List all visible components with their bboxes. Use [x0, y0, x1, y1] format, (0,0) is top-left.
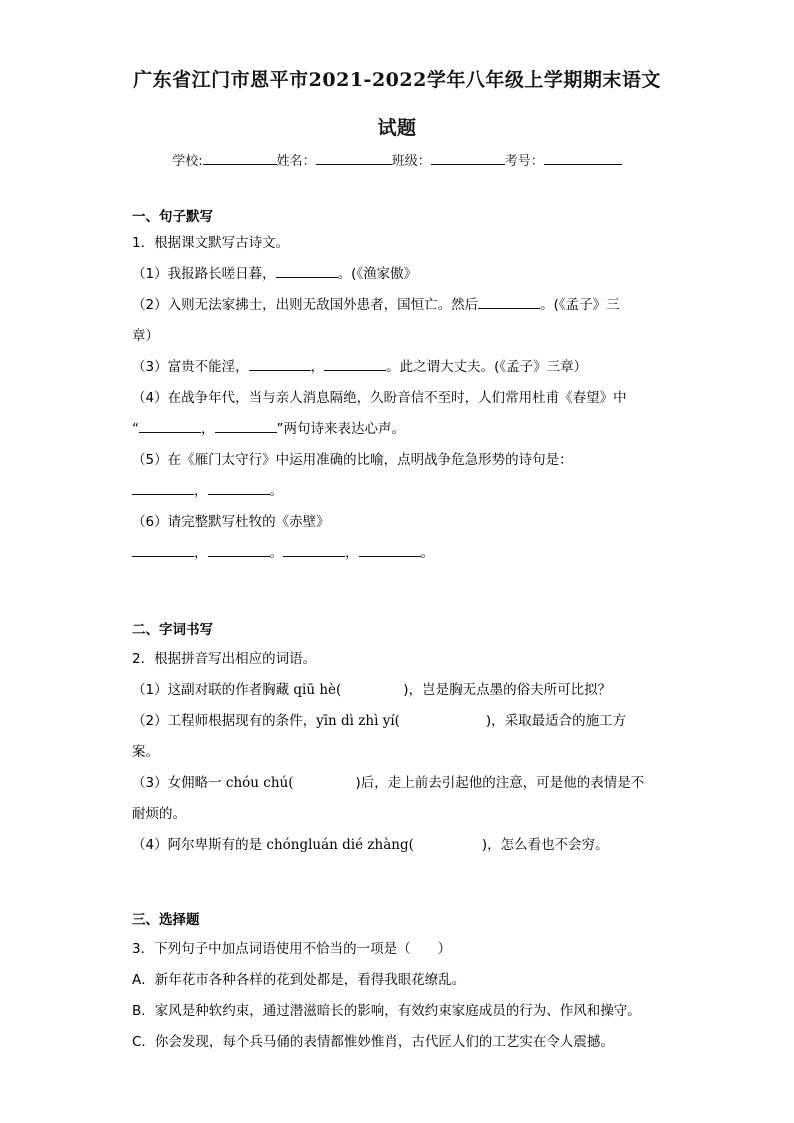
- exam-no-blank[interactable]: [544, 150, 622, 165]
- q2-item-4: [132, 830, 672, 861]
- school-blank[interactable]: [203, 150, 277, 165]
- question-1-stem: 1．根据课文默写古诗文。: [132, 235, 290, 251]
- document-title-line1: 广东省江门市恩平市2021-2022学年八年级上学期期末语文: [133, 69, 661, 91]
- q1-item-1-text: （1）我报路长嗟日暮，: [132, 266, 276, 282]
- q2-item-2-cont: 案。: [132, 744, 159, 760]
- period: 。: [269, 483, 283, 499]
- q1-item-5-cont: [132, 476, 672, 507]
- section1-title: 一、句子默写: [132, 209, 213, 225]
- q2-item-1-tail: )，岂是胸无点墨的俗夫所可比拟？: [403, 682, 612, 698]
- q1-item-3-text: （3）富贵不能淫，: [132, 359, 249, 375]
- q2-item-3: [132, 768, 672, 799]
- q1-item-2: [132, 290, 672, 321]
- q2-item-3-text: （3）女佣略一: [132, 775, 222, 791]
- section3-body: [132, 934, 672, 1058]
- answer-blank[interactable]: [249, 356, 311, 371]
- period: 。: [269, 545, 283, 561]
- q1-item-6: （6）请完整默写杜牧的《赤壁》: [132, 514, 330, 530]
- q1-item-6-cont: [132, 538, 672, 569]
- comma: ，: [201, 421, 215, 437]
- pinyin: qiū hè(: [293, 682, 342, 698]
- section1-body: [132, 228, 672, 569]
- option-c[interactable]: C．你会发现，每个兵马俑的表情都惟妙惟肖，古代匠人们的工艺实在令人震撼。: [132, 1034, 614, 1050]
- comma: ，: [345, 545, 359, 561]
- q2-item-2-tail: )，采取最适合的施工方: [485, 713, 627, 729]
- exam-no-label: 考号：: [504, 154, 544, 169]
- q2-item-2: [132, 706, 672, 737]
- period: 。: [420, 545, 434, 561]
- q1-item-2-source: 。(《孟子》三: [540, 297, 620, 313]
- answer-blank[interactable]: [478, 294, 540, 309]
- q1-item-1-source: 。(《渔家傲》: [337, 266, 418, 282]
- option-b[interactable]: B．家风是种软约束，通过潜滋暗长的影响，有效约束家庭成员的行为、作风和操守。: [132, 1003, 641, 1019]
- q2-item-4-tail: )，怎么看也不会穷。: [481, 837, 609, 853]
- answer-blank[interactable]: [208, 542, 270, 557]
- q1-item-3: [132, 352, 672, 383]
- q2-item-3-tail: )后，走上前去引起他的注意，可是他的表情是不: [355, 775, 645, 791]
- q1-item-5: （5）在《雁门太守行》中运用准确的比喻，点明战争危急形势的诗句是：: [132, 452, 573, 468]
- q1-item-4-tail: ”两句诗来表达心声。: [276, 421, 405, 437]
- q1-item-2-text: （2）入则无法家拂士，出则无敌国外患者，国恒亡。然后: [132, 297, 479, 313]
- q2-item-1-text: （1）这副对联的作者胸藏: [132, 682, 290, 698]
- answer-blank[interactable]: [139, 418, 201, 433]
- document-title-line2: 试题: [377, 117, 417, 139]
- name-label: 姓名：: [276, 154, 316, 169]
- school-label: 学校:: [172, 154, 203, 169]
- q1-item-2-cont: 章）: [132, 328, 159, 344]
- answer-blank[interactable]: [132, 480, 194, 495]
- answer-blank[interactable]: [208, 480, 270, 495]
- section3-title: 三、选择题: [132, 912, 200, 928]
- q1-item-4-cont: [132, 414, 672, 445]
- pinyin: chóu chú(: [225, 775, 294, 791]
- class-label: 班级：: [391, 154, 431, 169]
- q1-item-4: （4）在战争年代，当与亲人消息隔绝，久盼音信不至时，人们常用杜甫《春望》中: [132, 390, 627, 406]
- q1-item-3-source: 。此之谓大丈夫。(《孟子》三章）: [386, 359, 588, 375]
- answer-blank[interactable]: [215, 418, 277, 433]
- pinyin: yīn dì zhì yí(: [316, 713, 400, 729]
- question-2-stem: 2．根据拼音写出相应的词语。: [132, 651, 317, 667]
- student-info-row: [132, 150, 662, 170]
- q2-item-2-text: （2）工程师根据现有的条件，: [132, 713, 317, 729]
- answer-blank[interactable]: [359, 542, 421, 557]
- open-quote: “: [132, 421, 139, 437]
- pinyin: chóngluán dié zhàng(: [266, 837, 414, 853]
- name-blank[interactable]: [316, 150, 392, 165]
- q2-item-3-cont: 耐烦的。: [132, 806, 186, 822]
- q2-item-1: [132, 675, 672, 706]
- answer-blank[interactable]: [324, 356, 386, 371]
- comma: ，: [194, 483, 208, 499]
- answer-blank[interactable]: [132, 542, 194, 557]
- q2-item-4-text: （4）阿尔卑斯有的是: [132, 837, 263, 853]
- section2-title: 二、字词书写: [132, 622, 213, 638]
- option-a[interactable]: A．新年花市各种各样的花到处都是，看得我眼花缭乱。: [132, 972, 466, 988]
- q1-item-1: [132, 259, 672, 290]
- answer-blank[interactable]: [276, 263, 338, 278]
- question-3-stem: 3．下列句子中加点词语使用不恰当的一项是（ ）: [132, 941, 452, 957]
- comma: ，: [310, 359, 325, 375]
- section2-body: [132, 644, 672, 861]
- answer-blank[interactable]: [283, 542, 345, 557]
- comma: ，: [194, 545, 208, 561]
- class-blank[interactable]: [431, 150, 505, 165]
